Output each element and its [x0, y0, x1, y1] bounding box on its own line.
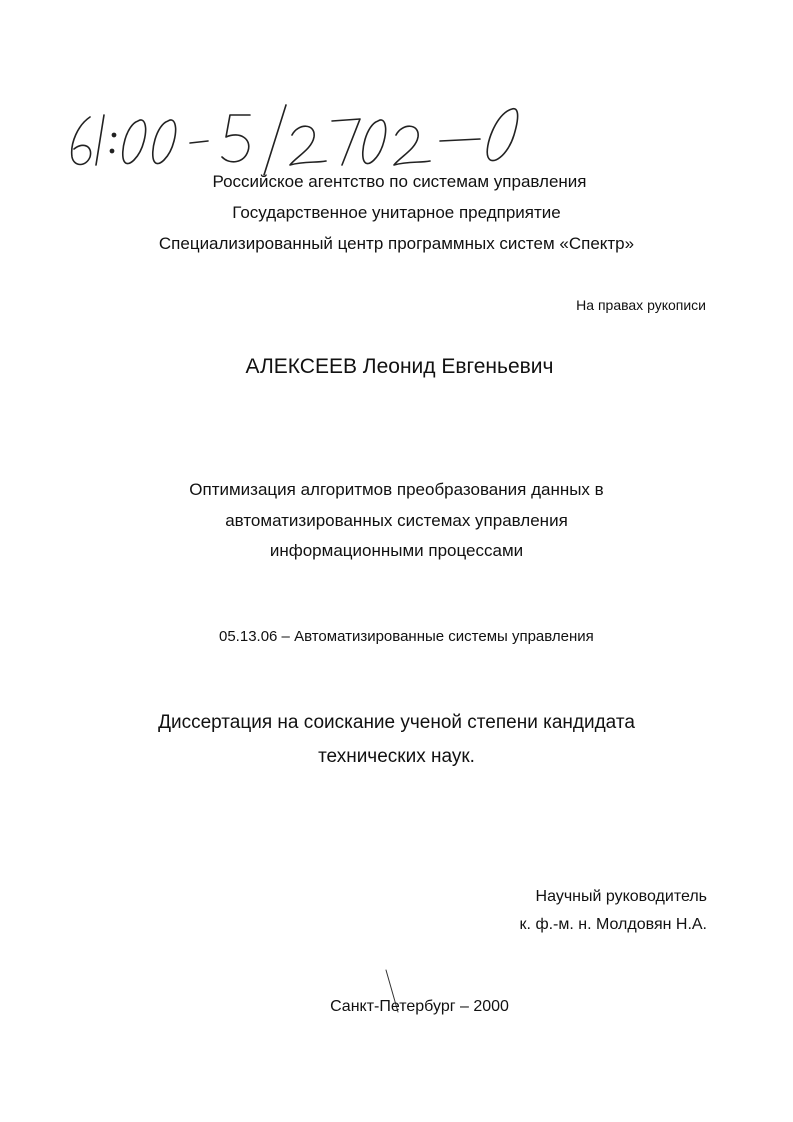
organization-line-2: Государственное унитарное предприятие [232, 203, 561, 222]
author-name: АЛЕКСЕЕВ Леонид Евгеньевич [245, 355, 554, 378]
advisor-name: к. ф.-м. н. Молдовян Н.А. [519, 916, 707, 933]
place-and-year: Санкт-Петербург – 2000 [330, 998, 509, 1015]
advisor-role: Научный руководитель [535, 888, 707, 905]
manuscript-rights-note: На правах рукописи [576, 297, 706, 313]
organization-line-3: Специализированный центр программных систем «Спектр» [158, 234, 635, 253]
dissertation-line-2: технических наук. [318, 746, 475, 767]
thesis-title-line-1: Оптимизация алгоритмов преобразования данных в [189, 480, 604, 499]
dissertation-line-1: Диссертация на соискание ученой степени кандидата [158, 712, 635, 733]
organization-line-1: Российское агентство по системам управления [212, 172, 587, 191]
thesis-title-line-2: автоматизированных системах управления [225, 511, 568, 530]
thesis-title-line-3: информационными процессами [269, 541, 524, 560]
specialty-code: 05.13.06 – Автоматизированные системы управления [219, 628, 594, 645]
